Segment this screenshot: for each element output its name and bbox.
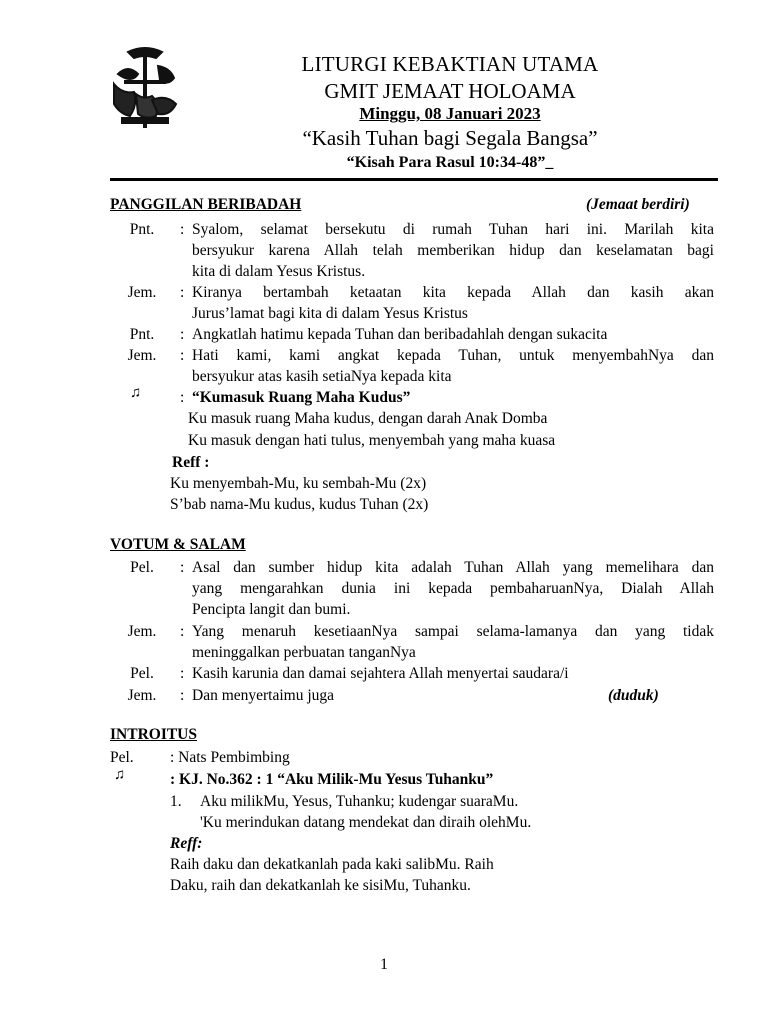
instruction-note: (duduk): [608, 687, 659, 704]
liturgy-text: [192, 324, 714, 345]
liturgy-text: [192, 557, 714, 620]
song-lyric-line: Aku milikMu, Yesus, Tuhanku; kudengar suaraMu.: [200, 793, 519, 810]
liturgy-text: [192, 621, 714, 663]
colon: :: [180, 623, 185, 640]
service-theme: “Kasih Tuhan bagi Segala Bangsa”: [302, 126, 598, 150]
liturgy-row: [110, 282, 714, 324]
colon: :: [180, 347, 185, 364]
title-line-2: GMIT JEMAAT HOLOAMA: [324, 79, 576, 103]
text-line: bersyukur karena Allah telah memberikan hidup dan keselamatan bagi: [192, 242, 714, 259]
liturgy-text: [192, 663, 714, 684]
colon: :: [180, 326, 185, 343]
text-line: Asal dan sumber hidup kita adalah Tuhan Allah yang memelihara dan: [192, 559, 714, 576]
text-line: Kasih karunia dan damai sejahtera Allah menyertai saudara/i: [192, 665, 569, 682]
text-line: Syalom, selamat bersekutu di rumah Tuhan hari ini. Marilah kita: [192, 221, 714, 238]
service-date: Minggu, 08 Januari 2023: [359, 104, 541, 123]
church-logo-icon: [108, 44, 182, 130]
song-title: “Kumasuk Ruang Maha Kudus”: [192, 389, 411, 406]
liturgy-row: [110, 324, 714, 345]
colon: :: [180, 221, 185, 238]
song-lyric-line: Ku masuk dengan hati tulus, menyembah yang maha kuasa: [188, 432, 556, 449]
speaker-label: Pnt.: [129, 221, 155, 238]
speaker-label: Jem.: [127, 284, 157, 301]
song-title: : KJ. No.362 : 1 “Aku Milik-Mu Yesus Tuhanku”: [170, 771, 494, 788]
header-divider: [110, 178, 718, 181]
text-line: Angkatlah hatimu kepada Tuhan dan beribadahlah dengan sukacita: [192, 326, 608, 343]
reff-label: Reff:: [170, 835, 203, 852]
speaker-label: Pel.: [130, 559, 154, 576]
text-line: yang mengarahkan dunia ini kepada pembaharuanNya, Dialah Allah: [192, 580, 714, 597]
song-lyric-line: 'Ku merindukan datang mendekat dan diraih olehMu.: [200, 814, 532, 831]
liturgy-row: [110, 219, 714, 282]
liturgy-row: [110, 663, 714, 684]
speaker-label: Jem.: [127, 687, 157, 704]
text-line: Pencipta langit dan bumi.: [192, 601, 351, 618]
section-title-panggilan: PANGGILAN BERIBADAH: [110, 196, 302, 213]
text-line: Dan menyertaimu juga: [192, 687, 335, 704]
colon: :: [180, 389, 185, 406]
title-line-1: LITURGI KEBAKTIAN UTAMA: [301, 52, 599, 76]
reff-lyric-line: Raih daku dan dekatkanlah pada kaki salibMu. Raih: [170, 856, 494, 873]
liturgy-text: [192, 345, 714, 387]
verse-number: 1.: [170, 793, 182, 810]
page-number: 1: [380, 956, 388, 973]
liturgy-text: : Nats Pembimbing: [170, 749, 290, 766]
speaker-label: Jem.: [127, 347, 157, 364]
liturgy-text: [192, 219, 714, 282]
reff-lyric-line: Ku menyembah-Mu, ku sembah-Mu (2x): [170, 475, 427, 492]
reff-lyric-line: Daku, raih dan dekatkanlah ke sisiMu, Tuhanku.: [170, 877, 471, 894]
text-line: meninggalkan perbuatan tanganNya: [192, 644, 416, 661]
colon: :: [180, 665, 185, 682]
instruction-note: (Jemaat berdiri): [586, 196, 690, 213]
colon: :: [180, 559, 185, 576]
section-title-introitus: INTROITUS: [110, 726, 197, 743]
scripture-reference: “Kisah Para Rasul 10:34-48”_: [346, 154, 554, 171]
text-line: Hati kami, kami angkat kepada Tuhan, untuk menyembahNya dan: [192, 347, 714, 364]
liturgy-row: [110, 621, 714, 663]
text-line: bersyukur atas kasih setiaNya kepada kita: [192, 368, 452, 385]
text-line: kita di dalam Yesus Kristus.: [192, 263, 366, 280]
speaker-label: Jem.: [127, 623, 157, 640]
reff-lyric-line: S’bab nama-Mu kudus, kudus Tuhan (2x): [170, 496, 429, 513]
reff-label: Reff :: [172, 454, 210, 471]
speaker-label: Pel.: [110, 749, 134, 766]
section-title-votum: VOTUM & SALAM: [110, 536, 246, 553]
liturgy-row: [110, 557, 714, 620]
speaker-label: Pel.: [130, 665, 154, 682]
text-line: Kiranya bertambah ketaatan kita kepada Allah dan kasih akan: [192, 284, 714, 301]
colon: :: [180, 284, 185, 301]
song-lyric-line: Ku masuk ruang Maha kudus, dengan darah Anak Domba: [188, 410, 548, 427]
speaker-label: Pnt.: [129, 326, 155, 343]
music-note-icon: ♫: [114, 767, 126, 783]
text-line: Yang menaruh kesetiaanNya sampai selama-lamanya dan yang tidak: [192, 623, 714, 640]
liturgy-text: [192, 282, 714, 324]
colon: :: [180, 687, 185, 704]
liturgy-row: [110, 345, 714, 387]
text-line: Jurus’lamat bagi kita di dalam Yesus Kristus: [192, 305, 468, 322]
music-note-icon: ♫: [130, 385, 142, 401]
